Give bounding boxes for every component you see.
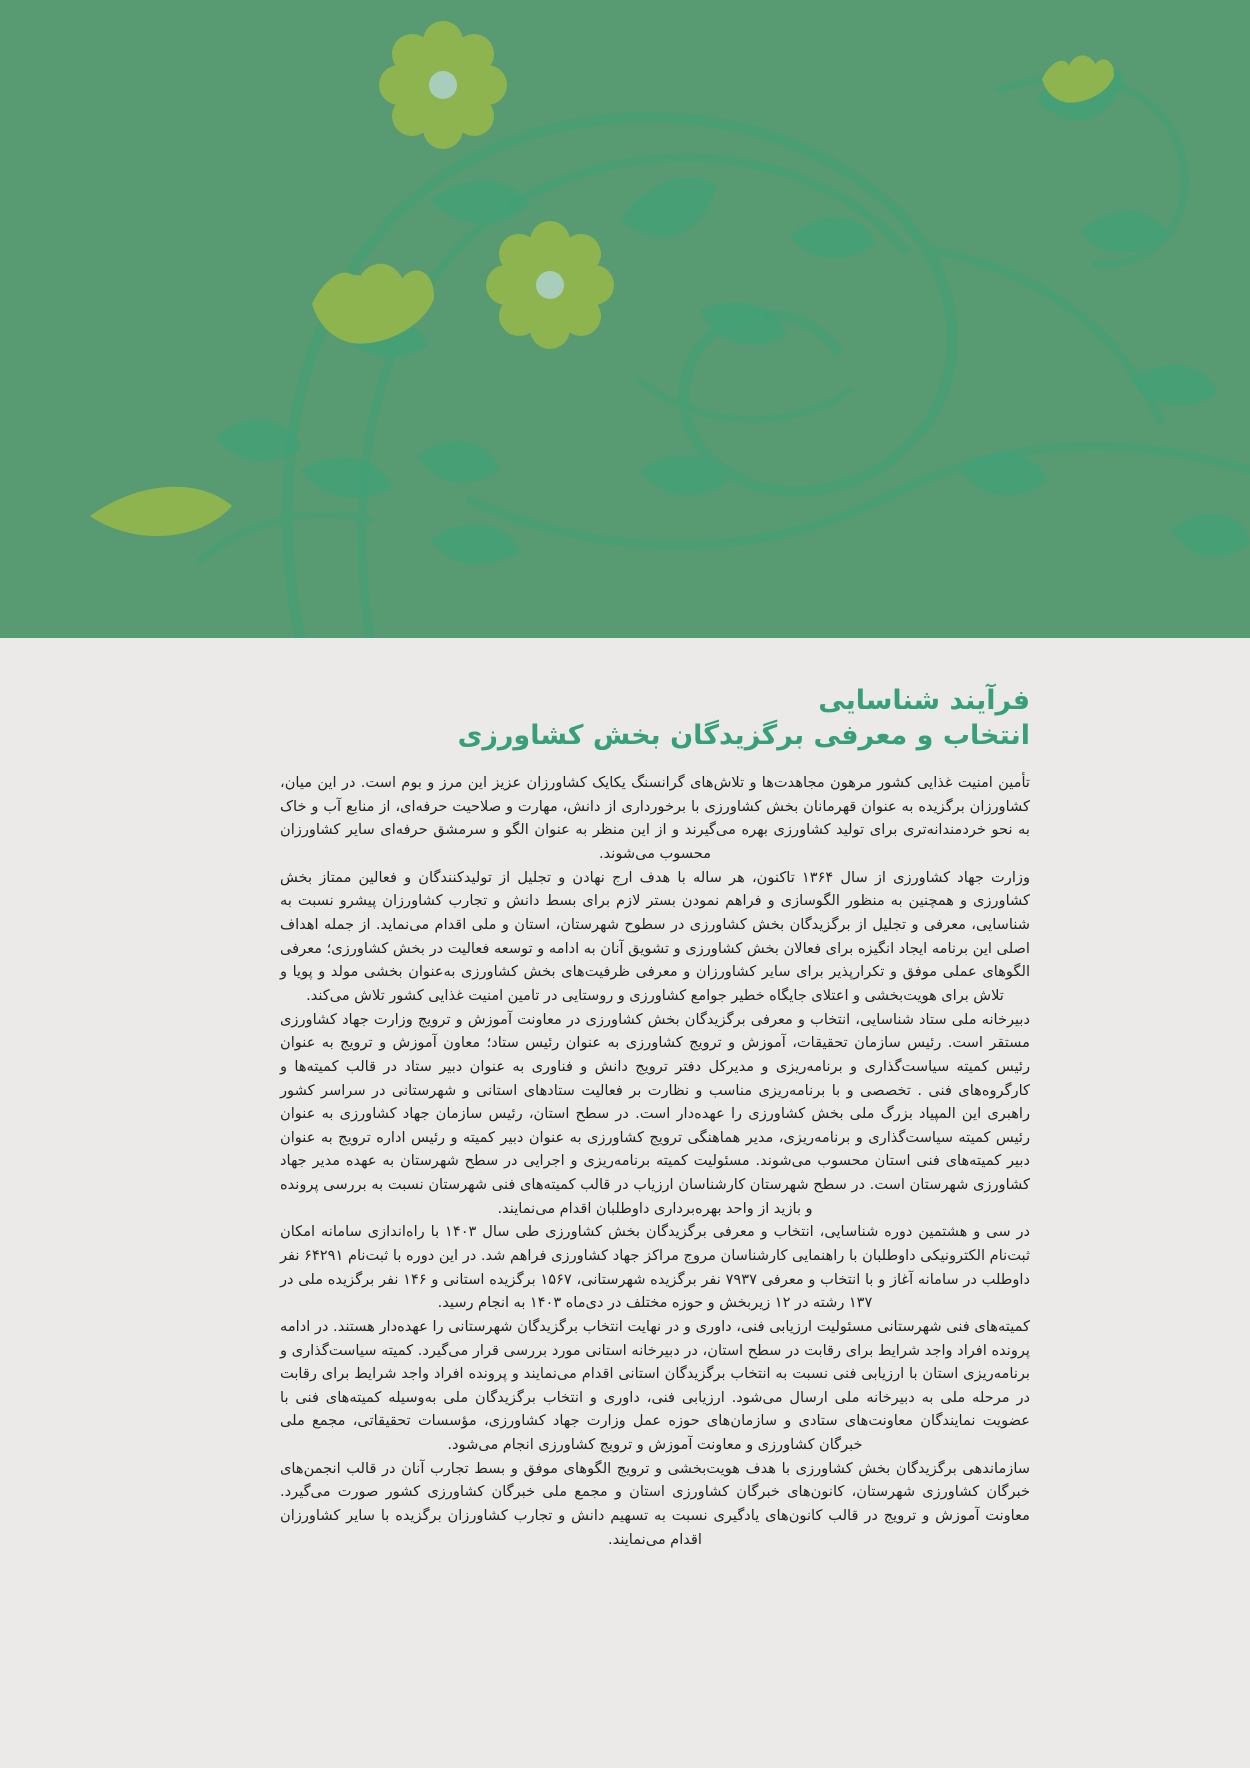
page-title-line-1: فرآیند شناسایی bbox=[818, 685, 1030, 716]
flower-upper-left bbox=[379, 21, 507, 149]
body-paragraph: تأمین امنیت غذایی کشور مرهون مجاهدت‌ها و تلاش‌های گرانسنگ یکایک کشاورزان عزیز این مرز و بوم است. در این میان، کشاورزان برگزیده به عنوان قهرمانان بخش کشاورزی با برخورداری از دانش، مهارت و صلاحیت حرفه‌ای، از منابع آب و خاک به نحو خردمندانه‌تری برای تولید کشاورزی بهره می‌گیرند و از این منظر به عنوان الگو و سرمشق حرفه‌ای سایر کشاورزان محسوب می‌شوند. bbox=[280, 774, 1030, 863]
page-title-line-2: انتخاب و معرفی برگزیدگان بخش کشاورزی bbox=[457, 720, 1030, 752]
floral-ornament-illustration bbox=[0, 0, 1250, 638]
body-paragraph: سازماندهی برگزیدگان بخش کشاورزی با هدف هویت‌بخشی و ترویج الگوهای موفق و بسط تجارب آنان در قالب انجمن‌های خبرگان کشاورزی شهرستان، کانون‌های خبرگان کشاورزی استان و مجمع ملی خبرگان کشاورزی کشور صورت می‌گیرد. معاونت آموزش و ترویج در قالب کانون‌های یادگیری نسبت به تسهیم دانش و تجارب کشاورزان برگزیده با سایر کشاورزان اقدام می‌نمایند. bbox=[280, 1459, 1030, 1548]
body-copy bbox=[280, 753, 1030, 1551]
body-paragraph: وزارت جهاد کشاورزی از سال ۱۳۶۴ تاکنون، هر ساله با هدف ارج نهادن و تجلیل از تولیدکنندگان و فعالین ممتاز بخش کشاورزی و همچنین به منظور الگوسازی و فراهم نمودن بستر لازم برای بسط دانش و تجارب کشاورزان پیشرو نسبت به شناسایی، معرفی و تجلیل از برگزیدگان بخش کشاورزی در سطوح شهرستان، استان و ملی اقدام می‌نماید. از جمله اهداف اصلی این برنامه ایجاد انگیزه برای فعالان بخش کشاورزی و تشویق آنان به ادامه و توسعه فعالیت در بخش کشاورزی؛ معرفی الگوهای عملی موفق و تکرارپذیر برای سایر کشاورزان و معرفی ظرفیت‌های بخش کشاورزی به‌عنوان بخشی مولد و پویا و تلاش برای هویت‌بخشی و اعتلای جایگاه خطیر جوامع کشاورزی و روستایی در تامین امنیت غذایی کشور تلاش می‌کند. bbox=[280, 868, 1030, 1004]
body-paragraph: دبیرخانه ملی ستاد شناسایی، انتخاب و معرفی برگزیدگان بخش کشاورزی در معاونت آموزش و ترویج وزارت جهاد کشاورزی مستقر است. رئیس سازمان تحقیقات، آموزش و ترویج کشاورزی به عنوان رئیس ستاد؛ معاون آموزش و ترویج به عنوان رئیس کمیته سیاست‌گذاری و برنامه‌ریزی و مدیرکل دفتر ترویج دانش و فناوری به عنوان دبیر ستاد در قالب کمیته‌ها و کارگروه‌های فنی . تخصصی و با برنامه‌ریزی مناسب و نظارت بر فعالیت ستادهای استانی و شهرستانی در سراسر کشور راهبری این المپیاد بزرگ ملی بخش کشاورزی را عهده‌دار است. در سطح استان، رئیس سازمان جهاد کشاورزی به عنوان رئیس کمیته سیاست‌گذاری و برنامه‌ریزی، مدیر هماهنگی ترویج کشاورزی به عنوان دبیر کمیته و رئیس اداره ترویج به عنوان دبیر کمیته‌های فنی استان محسوب می‌شوند. مسئولیت کمیته برنامه‌ریزی و اجرایی در سطح شهرستان به عهده مدیر جهاد کشاورزی شهرستان است. در سطح شهرستان کارشناسان ارزیاب در قالب کمیته‌های فنی شهرستان نسبت به بررسی پرونده و بازید از واحد بهره‌برداری داوطلبان اقدام می‌نمایند. bbox=[280, 1010, 1030, 1217]
body-paragraph: کمیته‌های فنی شهرستانی مسئولیت ارزیابی فنی، داوری و در نهایت انتخاب برگزیدگان شهرستانی را عهده‌دار هستند. در ادامه پرونده افراد واجد شرایط برای رقابت در سطح استان، در دبیرخانه استانی مورد بررسی قرار می‌گیرد. کمیته سیاست‌گذاری و برنامه‌ریزی استان با ارزیابی فنی نسبت به انتخاب برگزیدگان استانی اقدام می‌نمایند و پرونده افراد واجد شرایط برای رقابت در مرحله ملی به دبیرخانه ملی ارسال می‌شود. ارزیابی فنی، داوری و انتخاب برگزیدگان ملی به‌وسیله کمیته‌های فنی با عضویت نمایندگان معاونت‌های ستادی و سازمان‌های حوزه عمل وزارت جهاد کشاورزی، مؤسسات تحقیقاتی، مجمع ملی خبرگان کشاورزی و معاونت آموزش و ترویج کشاورزی انجام می‌شود. bbox=[280, 1317, 1030, 1454]
header-banner bbox=[0, 0, 1250, 638]
flower-center bbox=[486, 221, 614, 349]
article-content bbox=[280, 638, 1030, 1551]
body-paragraph: در سی و هشتمین دوره شناسایی، انتخاب و معرفی برگزیدگان بخش کشاورزی طی سال ۱۴۰۳ با راه‌اندازی سامانه امکان ثبت‌نام الکترونیکی داوطلبان با راهنمایی کارشناسان مروج مراکز جهاد کشاورزی فراهم شد. در این دوره با ثبت‌نام ۶۴۲۹۱ نفر داوطلب در سامانه آغاز و با انتخاب و معرفی ۷۹۳۷ نفر برگزیده شهرستانی، ۱۵۶۷ برگزیده استانی و ۱۴۶ نفر برگزیده ملی در ۱۳۷ رشته در ۱۲ زیربخش و حوزه مختلف در دی‌ماه ۱۴۰۳ به انجام رسید. bbox=[280, 1223, 1031, 1312]
page-title bbox=[280, 638, 1030, 753]
